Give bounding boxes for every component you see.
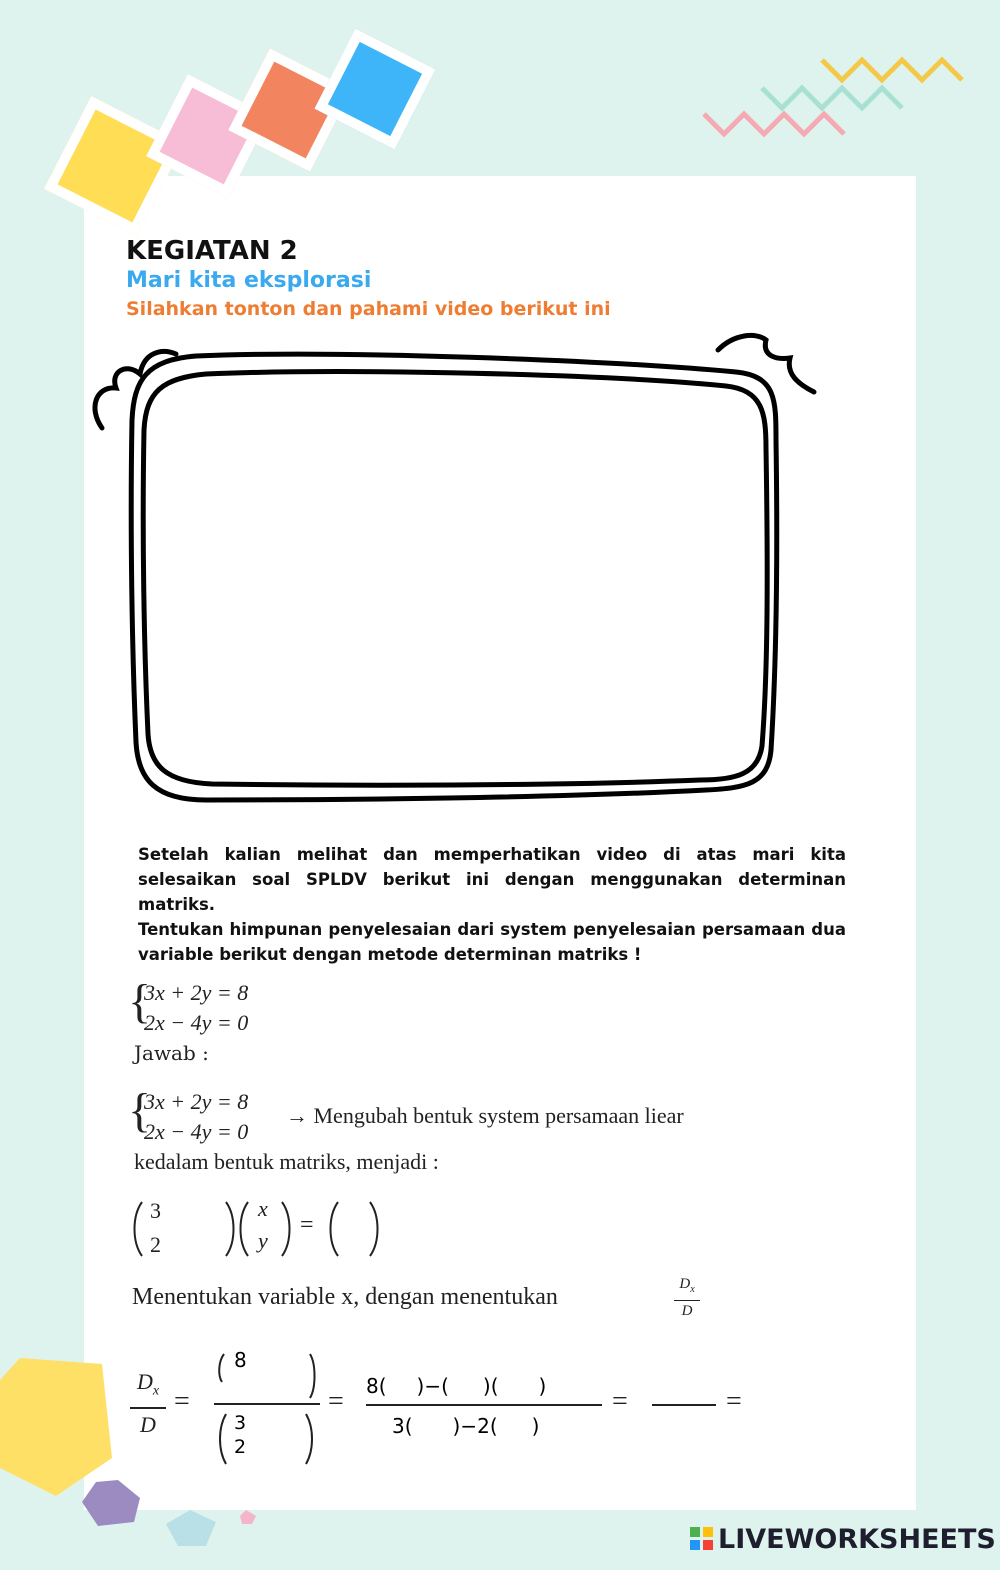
matrix-fraction-lines	[214, 1348, 320, 1466]
result-vector-blank[interactable]	[342, 1212, 368, 1242]
small-frac-num: D	[679, 1276, 691, 1292]
equals-sign: =	[300, 1212, 314, 1238]
video-frame[interactable]	[86, 330, 826, 810]
matrix-form-intro: kedalam bentuk matriks, menjadi :	[134, 1149, 439, 1174]
small-frac-den: D	[681, 1303, 693, 1319]
expr-num-part-3: )(	[482, 1374, 499, 1398]
expr-num-part-1: 8(	[366, 1374, 387, 1398]
logo-text: LIVEWORKSHEETS	[718, 1524, 996, 1555]
equation-1: 3x + 2y = 8	[144, 980, 249, 1005]
frac-num: D	[136, 1369, 153, 1394]
equals-1: =	[174, 1386, 190, 1417]
expr-num-part-2: )−(	[416, 1374, 449, 1398]
arrow-explanation: → Mengubah bentuk system persamaan liear	[286, 1103, 684, 1128]
dx-matrix-top: 8	[234, 1348, 247, 1372]
answer-label: Jawab :	[134, 1041, 209, 1065]
equation-1-repeat: 3x + 2y = 8	[144, 1089, 249, 1114]
video-frame-border	[86, 330, 826, 810]
expression-denominator	[392, 1414, 539, 1438]
frac-den: D	[140, 1412, 156, 1438]
matrix-a22-blank[interactable]	[176, 1232, 216, 1256]
dx-over-d-small	[672, 1276, 702, 1319]
intro-paragraph: Setelah kalian melihat dan memperhatikan video di atas mari kita selesaikan soal SPLDV berikut ini dengan menggunakan determinan matriks.	[138, 845, 846, 914]
zigzag-decoration	[700, 50, 970, 150]
vector-x: x	[258, 1196, 268, 1221]
equation-2: 2x − 4y = 0	[144, 1010, 249, 1035]
blue-square-decoration	[314, 28, 435, 149]
expr-den-part-1: 3(	[392, 1414, 413, 1438]
system-brace-2: {	[128, 1084, 152, 1137]
expression-numerator	[366, 1374, 546, 1398]
expr-den-part-3: )	[531, 1414, 540, 1438]
activity-title: KEGIATAN 2	[126, 236, 298, 266]
matrix-a12-blank[interactable]	[176, 1202, 216, 1226]
equals-3: =	[612, 1386, 628, 1417]
small-frac-sub: x	[690, 1284, 695, 1295]
matrix-fraction	[214, 1348, 320, 1466]
d-matrix-a21: 2	[234, 1436, 247, 1458]
expression-fraction-bar	[366, 1404, 602, 1406]
vector-y: y	[258, 1228, 268, 1253]
result-blank[interactable]	[652, 1378, 716, 1406]
task-paragraph: Tentukan himpunan penyelesaian dari system penyelesaian persamaan dua variable berikut dengan metode determinan matriks !	[138, 920, 846, 964]
determinant-formula	[130, 1348, 770, 1468]
equation-2-repeat: 2x − 4y = 0	[144, 1119, 249, 1144]
matrix-equation	[130, 1196, 400, 1262]
determine-x-text: Menentukan variable x, dengan menentukan	[132, 1284, 558, 1310]
watch-instruction: Silahkan tonton dan pahami video berikut ini	[126, 298, 611, 320]
d-matrix-a11: 3	[234, 1412, 247, 1434]
matrix-a21: 2	[150, 1232, 161, 1257]
logo-grid-icon	[690, 1527, 714, 1551]
frac-num-sub: x	[152, 1383, 160, 1399]
expression-fraction	[366, 1348, 602, 1448]
liveworksheets-logo	[690, 1524, 996, 1555]
matrix-a11: 3	[150, 1198, 161, 1223]
equals-2: =	[328, 1386, 344, 1417]
explore-subtitle: Mari kita eksplorasi	[126, 268, 372, 293]
expr-num-part-4: )	[538, 1374, 547, 1398]
dx-over-d	[130, 1370, 166, 1437]
system-brace: {	[128, 975, 152, 1028]
equals-4: =	[726, 1386, 742, 1417]
expr-den-part-2: )−2(	[452, 1414, 498, 1438]
